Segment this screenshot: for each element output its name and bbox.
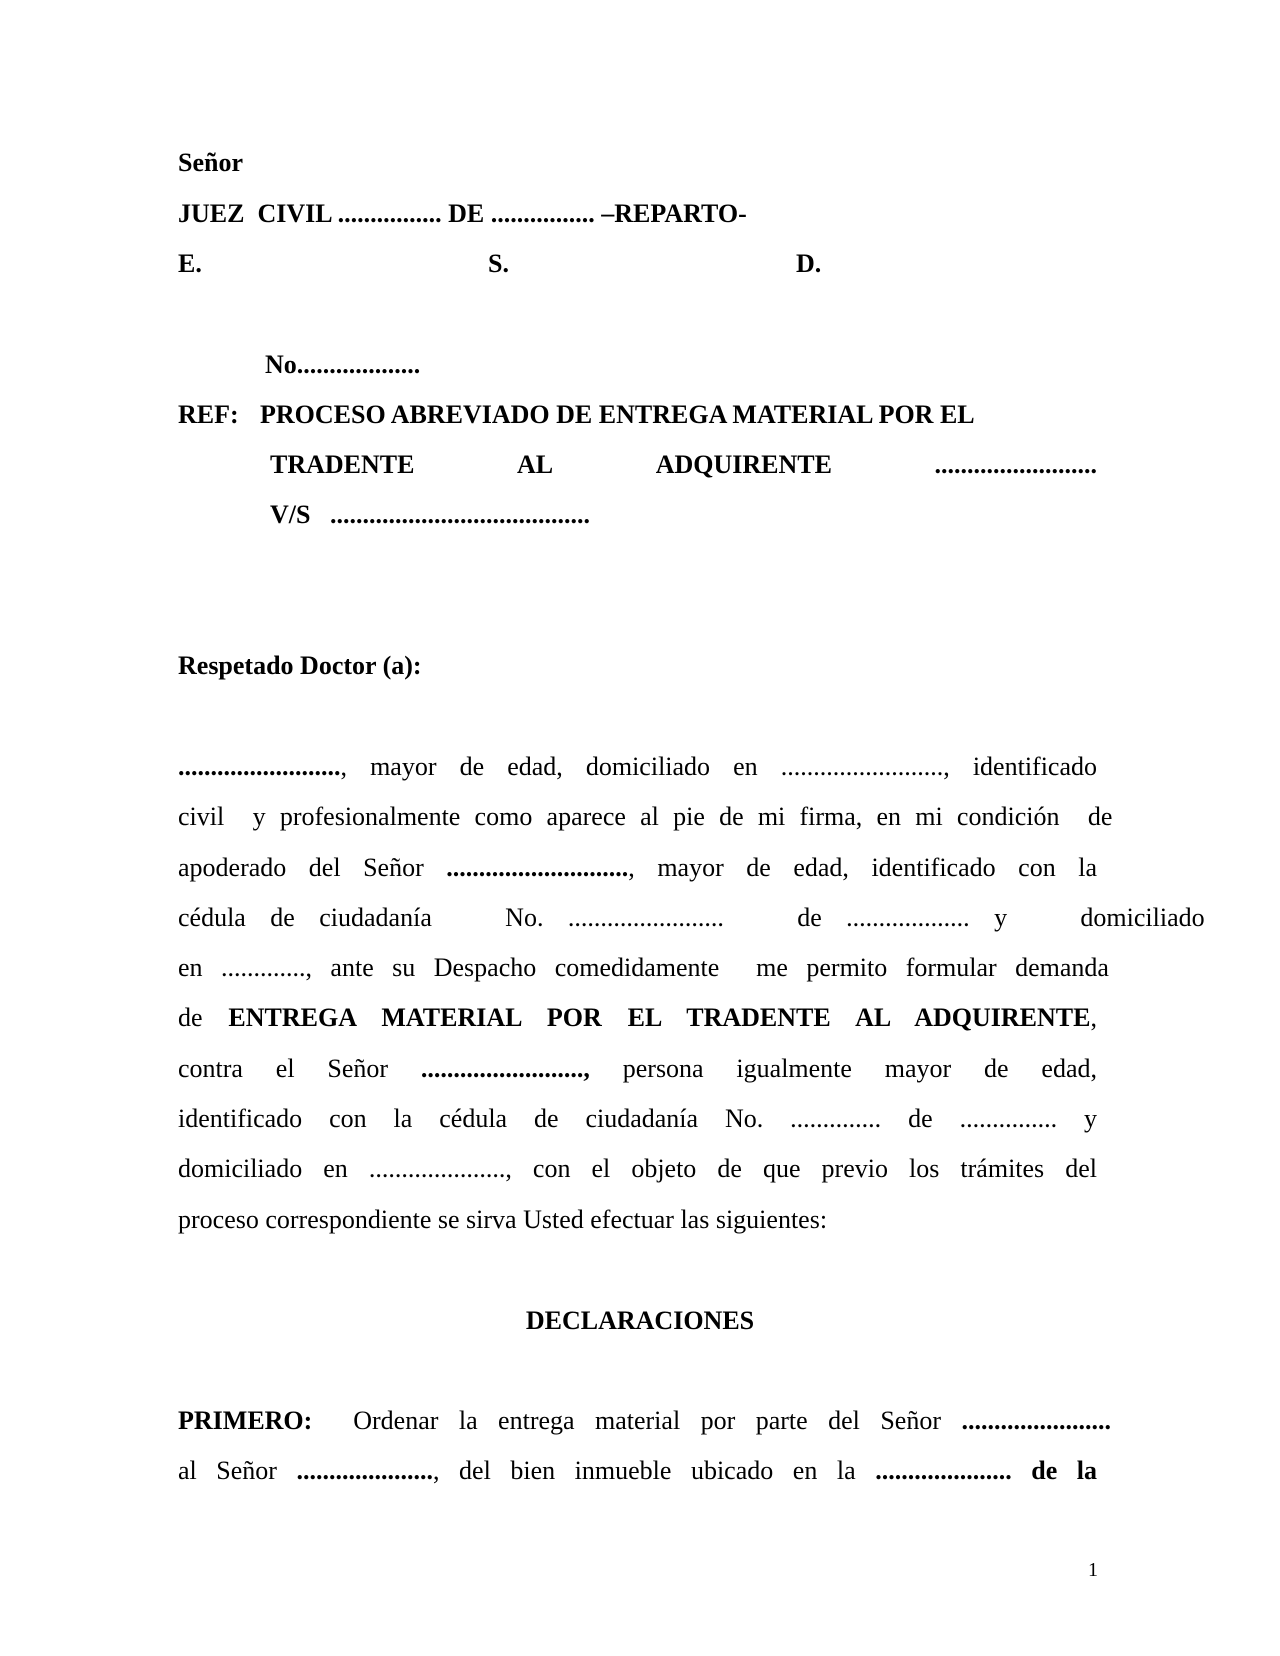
body-text: de (178, 1003, 229, 1032)
placeholder-blank: ............................ (446, 853, 629, 882)
body-text: en ............., ante su Despacho comedidamente me permito formular demanda (178, 953, 1109, 982)
body-line (178, 903, 1205, 933)
body-line (178, 802, 1113, 832)
body-line (178, 1003, 1097, 1033)
body-text: cédula de ciudadanía No. ........................ de ................... y domiciliado (178, 903, 1205, 932)
ref-label: REF: (178, 400, 239, 429)
placeholder-blank: ....................... (961, 1406, 1111, 1435)
body-text: apoderado del Señor (178, 853, 447, 882)
body-text: domiciliado en ....................., con el objeto de que previo los trámites del (178, 1154, 1097, 1183)
ref-title-line-1: PROCESO ABREVIADO DE ENTREGA MATERIAL POR EL (260, 400, 975, 429)
body-text: persona igualmente mayor de edad, (589, 1054, 1097, 1083)
body-text: Ordenar la entrega material por parte del Señor (312, 1406, 962, 1435)
ref-word: ......................... (934, 450, 1097, 479)
body-line (178, 1154, 1097, 1184)
section-title: DECLARACIONES (525, 1306, 755, 1335)
body-text: contra el Señor (178, 1054, 421, 1083)
case-number: No................... (265, 350, 421, 379)
body-line (178, 752, 1097, 782)
body-line-last: proceso correspondiente se sirva Usted efectuar las siguientes: (178, 1205, 828, 1234)
primero-line-1 (178, 1406, 1111, 1436)
body-line (178, 953, 1109, 983)
body-text: al Señor (178, 1456, 297, 1485)
body-text: , (1090, 1003, 1097, 1032)
page-number: 1 (1088, 1559, 1098, 1581)
ref-word: AL (517, 450, 554, 479)
esd-d: D. (796, 249, 822, 278)
salutation: Respetado Doctor (a): (178, 651, 422, 680)
ref-word: TRADENTE (270, 450, 415, 479)
body-text: , mayor de edad, domiciliado en ........................., identificado (340, 752, 1097, 781)
placeholder-blank: ........................., (420, 1054, 590, 1083)
ref-word: ADQUIRENTE (655, 450, 832, 479)
body-text: , del bien inmueble ubicado en la (433, 1456, 876, 1485)
primero-label: PRIMERO: (178, 1406, 313, 1435)
body-line (178, 1104, 1097, 1134)
body-text: identificado con la cédula de ciudadanía No. .............. de ............... y (178, 1104, 1097, 1133)
esd-e: E. (178, 249, 202, 278)
body-text: civil y profesionalmente como aparece al pie de mi firma, en mi condición de (178, 802, 1113, 831)
body-line (178, 1054, 1097, 1084)
addressee-salutation: Señor (178, 148, 243, 177)
body-line (178, 853, 1097, 883)
body-text: , mayor de edad, identificado con la (628, 853, 1097, 882)
ref-title-line-3: V/S ........................................ (270, 500, 590, 529)
esd-s: S. (488, 249, 509, 278)
demand-type: ENTREGA MATERIAL POR EL TRADENTE AL ADQUIRENTE (228, 1003, 1091, 1032)
placeholder-blank: ..................... de la (875, 1456, 1098, 1485)
addressee-judge-line: JUEZ CIVIL ................ DE ................ –REPARTO- (178, 199, 747, 228)
primero-line-2 (178, 1456, 1097, 1486)
ref-title-line-2 (270, 450, 1097, 480)
placeholder-blank: ......................... (178, 752, 341, 781)
placeholder-blank: ..................... (296, 1456, 434, 1485)
